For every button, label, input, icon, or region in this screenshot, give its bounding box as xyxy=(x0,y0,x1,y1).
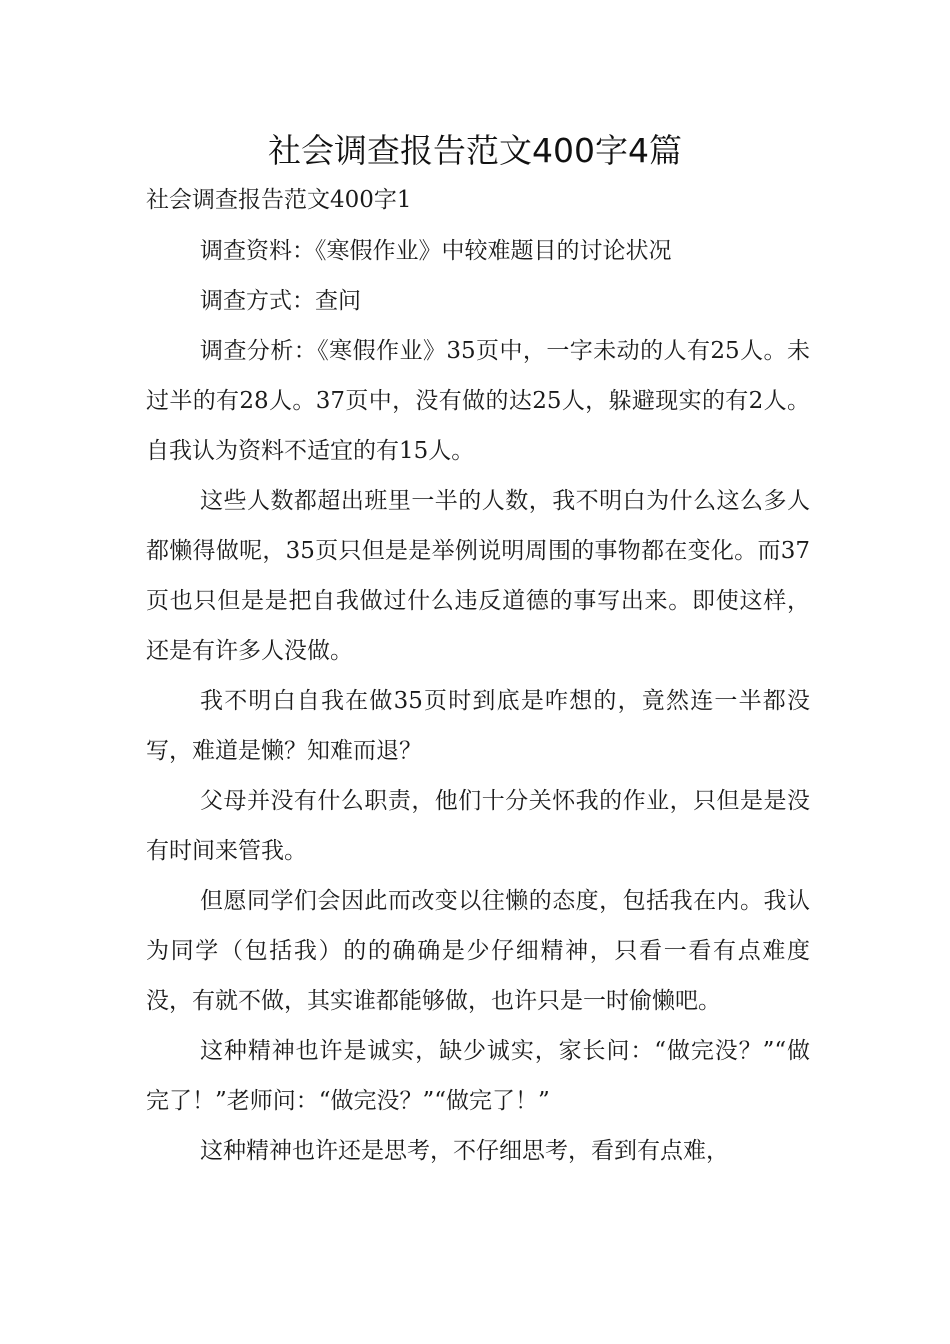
paragraph-thinking: 这种精神也许还是思考，不仔细思考，看到有点难， xyxy=(200,1138,729,1164)
document-body xyxy=(146,226,810,1176)
page-title: 社会调查报告范文400字4篇 xyxy=(268,131,682,170)
paragraph-reflection-1: 这些人数都超出班里一半的人数，我不明白为什么这么多人都懒得做呢，35页只但是是举例说明周围的事物都在变化。而37页也只但是是把自我做过什么违反道德的事写出来。即使这样，还是有许多人没做。 xyxy=(146,488,810,664)
paragraph-hope: 但愿同学们会因此而改变以往懒的态度，包括我在内。我认为同学（包括我）的的确确是少仔细精神，只看一看有点难度没，有就不做，其实谁都能够做，也许只是一时偷懒吧。 xyxy=(146,888,810,1014)
section-subtitle: 社会调查报告范文400字1 xyxy=(146,187,412,213)
paragraph-survey-content: 调查资料：《寒假作业》中较难题目的讨论状况 xyxy=(200,238,672,264)
paragraph-honesty: 这种精神也许是诚实，缺少诚实，家长问：“做完没？”“做完了！”老师问：“做完没？”“做完了！” xyxy=(146,1038,810,1114)
paragraph-survey-method: 调查方式：查问 xyxy=(200,288,361,314)
paragraph-parents: 父母并没有什么职责，他们十分关怀我的作业，只但是是没有时间来管我。 xyxy=(146,788,810,864)
paragraph-reflection-2: 我不明白自我在做35页时到底是咋想的，竟然连一半都没写，难道是懒？知难而退？ xyxy=(146,688,810,764)
paragraph-survey-analysis: 调查分析：《寒假作业》35页中，一字未动的人有25人。未过半的有28人。37页中，没有做的达25人，躲避现实的有2人。自我认为资料不适宜的有15人。 xyxy=(146,338,810,464)
